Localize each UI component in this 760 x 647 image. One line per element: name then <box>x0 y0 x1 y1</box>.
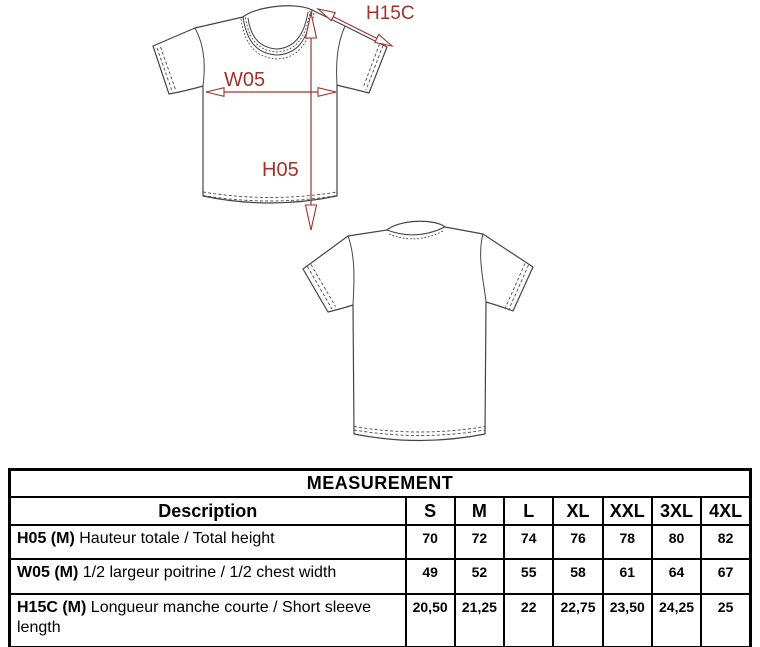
table-row-h15c <box>10 594 751 647</box>
h15c-label: H15C <box>366 3 415 24</box>
value-cell: 52 <box>455 559 504 594</box>
value-cell: 49 <box>406 559 455 594</box>
size-header-m: M <box>455 497 504 525</box>
measure-description-h15c: Longueur manche courte / Short sleeve length <box>17 599 371 636</box>
value-cell: 74 <box>504 525 553 559</box>
size-header-xxl: XXL <box>603 497 652 525</box>
value-cell: 58 <box>553 559 602 594</box>
size-header-xl: XL <box>553 497 602 525</box>
value-cell: 78 <box>603 525 652 559</box>
value-cell: 82 <box>701 525 750 559</box>
value-cell: 25 <box>701 594 750 647</box>
measure-description-h05: Hauteur totale / Total height <box>79 530 275 547</box>
size-header-s: S <box>406 497 455 525</box>
value-cell: 80 <box>652 525 701 559</box>
h05-arrowhead-down-icon <box>306 205 317 230</box>
value-cell: 61 <box>603 559 652 594</box>
measure-label-h15c <box>10 594 406 647</box>
measure-description-w05: 1/2 largeur poitrine / 1/2 chest width <box>82 564 337 581</box>
value-cell: 22 <box>504 594 553 647</box>
h05-label: H05 <box>262 159 299 181</box>
size-header-3xl: 3XL <box>652 497 701 525</box>
size-header-l: L <box>504 497 553 525</box>
table-header-row <box>10 497 751 525</box>
tshirt-back-outline <box>303 221 533 440</box>
size-header-4xl: 4XL <box>701 497 750 525</box>
w05-label: W05 <box>224 69 266 91</box>
value-cell: 70 <box>406 525 455 559</box>
value-cell: 67 <box>701 559 750 594</box>
measure-label-w05 <box>10 559 406 594</box>
value-cell: 72 <box>455 525 504 559</box>
tshirt-back-view <box>303 221 533 440</box>
value-cell: 23,50 <box>603 594 652 647</box>
measure-code-h05: H05 (M) <box>17 530 75 547</box>
table-row-h05 <box>10 525 751 559</box>
value-cell: 22,75 <box>553 594 602 647</box>
value-cell: 64 <box>652 559 701 594</box>
table-title: MEASUREMENT <box>10 470 751 498</box>
measure-code-w05: W05 (M) <box>17 564 79 581</box>
table-row-w05 <box>10 559 751 594</box>
value-cell: 76 <box>553 525 602 559</box>
measure-label-h05 <box>10 525 406 559</box>
value-cell: 24,25 <box>652 594 701 647</box>
measure-code-h15c: H15C (M) <box>17 599 87 616</box>
value-cell: 20,50 <box>406 594 455 647</box>
description-header: Description <box>10 497 406 525</box>
value-cell: 55 <box>504 559 553 594</box>
value-cell: 21,25 <box>455 594 504 647</box>
measurement-table-section <box>8 468 752 647</box>
table-title-row <box>10 470 751 498</box>
measurement-table <box>8 468 752 647</box>
